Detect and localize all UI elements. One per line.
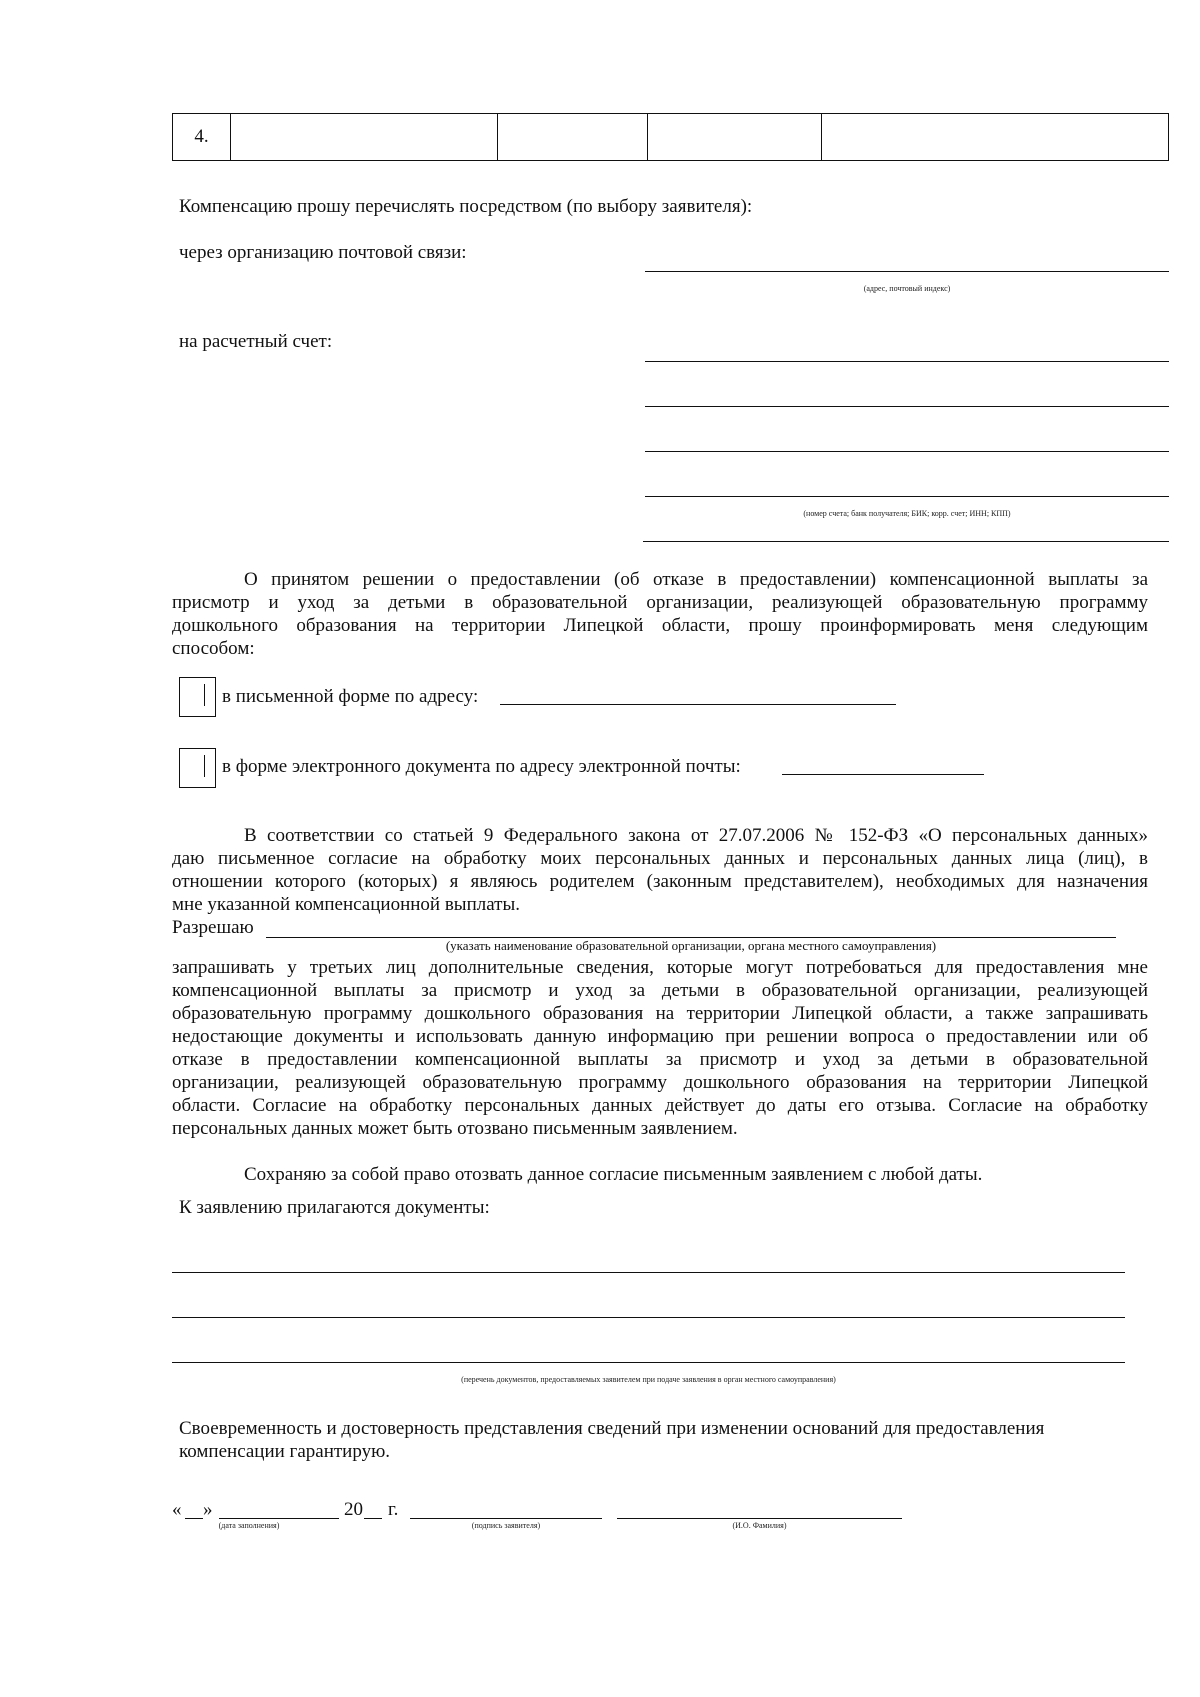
request-line: недостающие документы и использовать данную информацию при решении вопроса о предоставлении или об <box>172 1026 1148 1047</box>
full-name-field[interactable] <box>617 1518 902 1519</box>
post-address-field[interactable] <box>645 271 1169 272</box>
sign-caption: (подпись заявителя) <box>471 1521 541 1530</box>
allow-label: Разрешаю <box>172 917 254 938</box>
applicant-table <box>172 113 1169 161</box>
request-line: области. Согласие на обработку персональных данных действует до даты его отзыва. Согласие на обработку <box>172 1095 1148 1116</box>
request-line: запрашивать у третьих лиц дополнительные сведения, которые могут потребоваться для предоставления мне <box>172 957 1148 978</box>
account-field-4[interactable] <box>645 496 1169 497</box>
guarantee-line: компенсации гарантирую. <box>179 1441 391 1462</box>
quote-close: » <box>203 1499 213 1520</box>
electronic-form-checkbox[interactable] <box>179 748 216 788</box>
row-number: 4. <box>194 126 209 147</box>
quote-open: « <box>172 1499 182 1520</box>
date-caption: (дата заполнения) <box>218 1521 280 1530</box>
decision-line: способом: <box>172 638 255 659</box>
written-address-field[interactable] <box>500 704 896 705</box>
consent-line: даю письменное согласие на обработку моих персональных данных и персональных данных лица (лиц), в <box>172 848 1148 869</box>
account-caption: (номер счета; банк получателя; БИК; корр. счет; ИНН; КПП) <box>803 509 1011 518</box>
table-cell[interactable] <box>822 114 1169 161</box>
decision-line: присмотр и уход за детьми в образовательной организации, реализующей образовательную программу <box>172 592 1148 613</box>
account-field-5[interactable] <box>643 541 1169 542</box>
table-cell[interactable] <box>648 114 822 161</box>
request-line: компенсационной выплаты за присмотр и уход за детьми в образовательной организации, реализующей <box>172 980 1148 1001</box>
table-cell[interactable] <box>498 114 648 161</box>
consent-line: мне указанной компенсационной выплаты. <box>172 894 520 915</box>
checkbox-mark <box>204 684 205 706</box>
account-field-3[interactable] <box>645 451 1169 452</box>
written-form-checkbox[interactable] <box>179 677 216 717</box>
name-caption: (И.О. Фамилия) <box>732 1521 787 1530</box>
attachments-field-2[interactable] <box>172 1317 1125 1318</box>
row-number-cell <box>173 114 231 161</box>
account-label: на расчетный счет: <box>179 331 333 352</box>
decision-line: дошкольного образования на территории Липецкой области, прошу проинформировать меня следующим <box>172 615 1148 636</box>
year-field[interactable] <box>364 1518 382 1519</box>
account-field-1[interactable] <box>645 361 1169 362</box>
post-label: через организацию почтовой связи: <box>179 242 467 263</box>
request-line: образовательную программу дошкольного образования на территории Липецкой области, а также запрашивать <box>172 1003 1148 1024</box>
year-prefix: 20 <box>344 1499 363 1520</box>
account-field-2[interactable] <box>645 406 1169 407</box>
month-field[interactable] <box>219 1518 339 1519</box>
attachments-caption: (перечень документов, предоставляемых заявителем при подаче заявления в орган местного самоуправления) <box>461 1375 836 1384</box>
table-row <box>173 114 1169 161</box>
guarantee-line: Своевременность и достоверность представления сведений при изменении оснований для предоставления <box>179 1418 1045 1439</box>
consent-line: В соответствии со статьей 9 Федерального закона от 27.07.2006 № 152-ФЗ «О персональных данных» <box>244 825 1148 846</box>
day-field[interactable] <box>185 1518 203 1519</box>
year-suffix: г. <box>388 1499 399 1520</box>
revoke-statement: Сохраняю за собой право отозвать данное согласие письменным заявлением с любой даты. <box>244 1164 983 1185</box>
signature-field[interactable] <box>410 1518 602 1519</box>
allow-caption: (указать наименование образовательной организации, органа местного самоуправления) <box>445 938 937 953</box>
request-line: персональных данных может быть отозвано письменным заявлением. <box>172 1118 738 1139</box>
attachments-field-3[interactable] <box>172 1362 1125 1363</box>
email-field[interactable] <box>782 774 984 775</box>
consent-line: отношении которого (которых) я являюсь родителем (законным представителем), необходимых для назначения <box>172 871 1148 892</box>
written-form-label: в письменной форме по адресу: <box>222 686 479 707</box>
checkbox-mark <box>204 755 205 777</box>
electronic-form-label: в форме электронного документа по адресу электронной почты: <box>222 756 741 777</box>
attachments-label: К заявлению прилагаются документы: <box>179 1197 490 1218</box>
table-cell[interactable] <box>231 114 498 161</box>
decision-line: О принятом решении о предоставлении (об отказе в предоставлении) компенсационной выплаты за <box>244 569 1148 590</box>
post-caption: (адрес, почтовый индекс) <box>863 284 951 293</box>
request-line: организации, реализующей образовательную программу дошкольного образования на территории Липецкой <box>172 1072 1148 1093</box>
request-line: отказе в предоставлении компенсационной выплаты за присмотр и уход за детьми в образовательной <box>172 1049 1148 1070</box>
payment-intro: Компенсацию прошу перечислять посредством (по выбору заявителя): <box>179 196 753 217</box>
attachments-field-1[interactable] <box>172 1272 1125 1273</box>
